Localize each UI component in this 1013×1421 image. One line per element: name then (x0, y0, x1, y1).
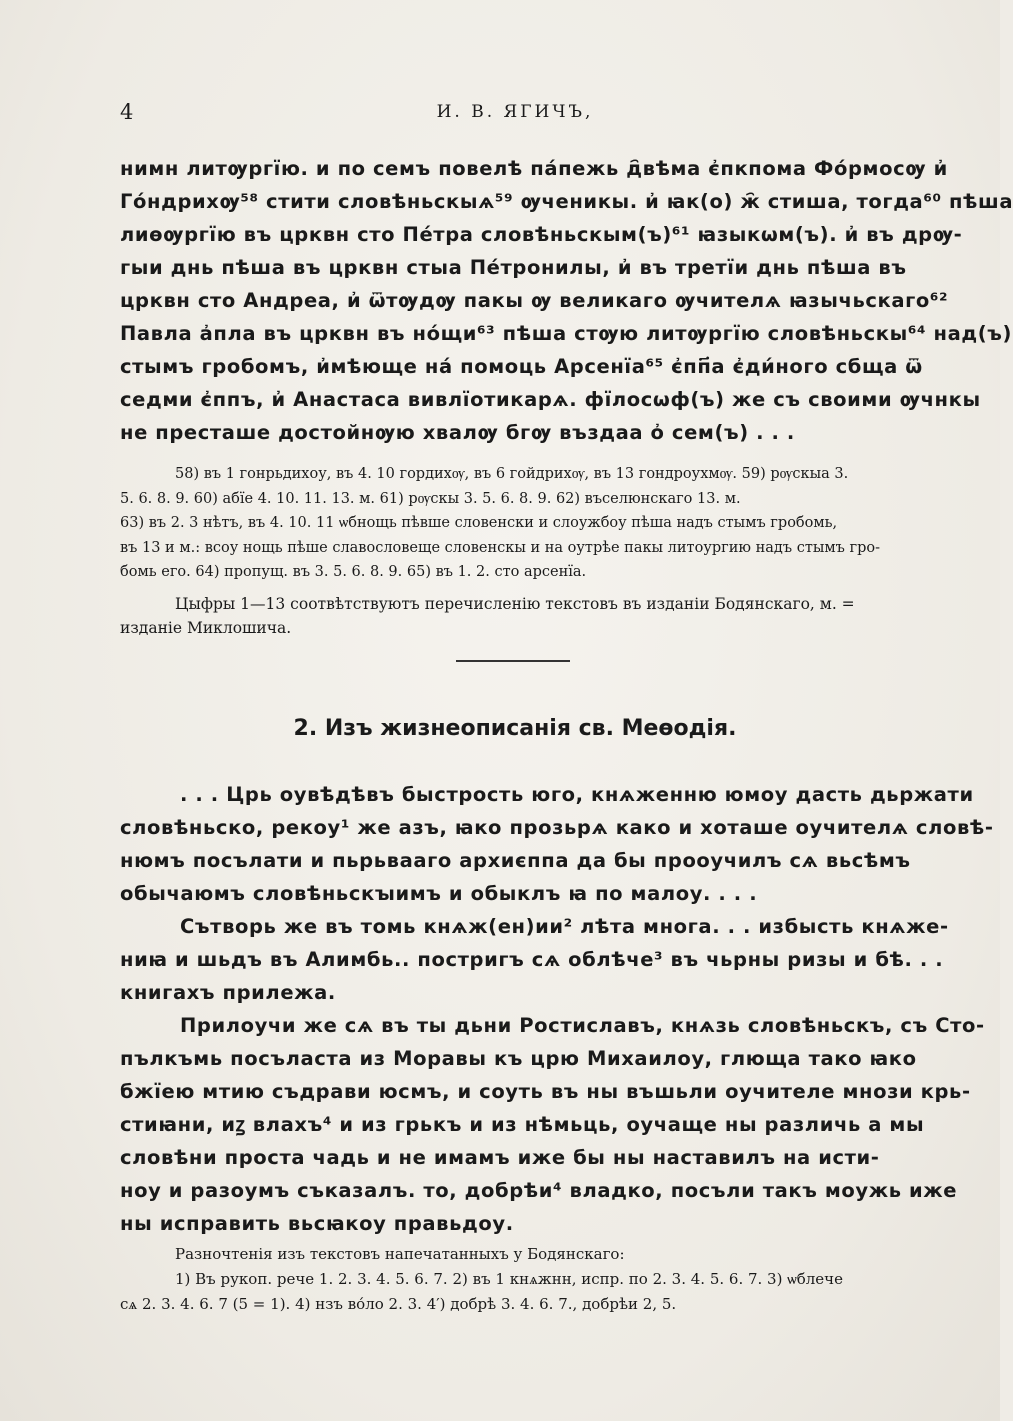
explanation-line: изданіе Миклошича. (120, 619, 292, 637)
text-line: гыи днь пѣша въ црквн стыа Пе́тронилы, и҆ въ третїи днь пѣша въ (120, 256, 907, 279)
text-line: не престаше достойнѹю хвалѹ бгѹ въздаа о҆ сем(ъ) . . . (120, 421, 795, 444)
text-line: црквн сто Андреа, и҆ ѿтѹдѹ пакы ѹ великаго ѹчителѧ ꙗзычьскаго⁶² (120, 289, 949, 312)
text-line: стымъ гробомъ, и҆мѣюще на́ помоць Арсенїа⁶⁵ є҆пп҃а є҆ди́ного сбща ѿ (120, 355, 923, 378)
text-line: нюмъ посълати и пьрьваагo архиєппа да бы прооучилъ сѧ вьсѣмъ (120, 849, 911, 872)
footnote-line: бомь его. 64) пропущ. въ 3. 5. 6. 8. 9. 65) въ 1. 2. сто арсенїа. (120, 564, 587, 580)
text-line: седми є҆ппъ, и҆ Анастаса вивлїотикарѧ. фїлосѡф(ъ) же съ своими ѹчнкы (120, 388, 981, 411)
text-line: ниꙗ и шьдъ въ Алимбь.. постригъ сѧ облѣче³ въ чьрны ризы и бѣ. . . (120, 948, 944, 971)
section-divider (456, 660, 570, 662)
variant-line: 1) Въ рукоп. рече 1. 2. 3. 4. 5. 6. 7. 2) въ 1 кнѧжнн, испр. по 2. 3. 4. 5. 6. 7. 3) ѡблече (175, 1270, 843, 1288)
numbering-explanation (120, 592, 910, 640)
running-head: И. В. ЯГИЧЪ, (436, 102, 594, 122)
text-line: словѣньско, рекоу¹ же азъ, ꙗко прозьрѧ како и хоташе оучителѧ словѣ- (120, 816, 994, 839)
text-line: стиꙗни, иꙁ влахъ⁴ и из грькъ и из нѣмьць, оучаще ны различь а мы (120, 1113, 925, 1136)
footnote-line: 58) въ 1 гонрьдихоу, въ 4. 10 гордихѹ, въ 6 гойдрихѹ, въ 13 гондроухмѹ. 59) рѹскыа 3. (175, 466, 849, 482)
text-line: Го́ндрихѹ⁵⁸ стити словѣньскыѧ⁵⁹ ѹченикы. и҆ ꙗк(о) ж҄ стиша, тогда⁶⁰ пѣша (120, 190, 1013, 213)
text-line: нимн литѹргїю. и по семъ повелѣ па́пежь д҄вѣма є҆пкпома Фо́рмосѹ и҆ (120, 157, 948, 180)
text-line: ноу и разоумъ съказалъ. то, добрѣи⁴ владко, посъли такъ моужь иже (120, 1179, 958, 1202)
text-line: книгахъ прилежа. (120, 981, 336, 1004)
variant-line: Разночтенія изъ текстовъ напечатанныхъ у Бодянскаго: (175, 1245, 625, 1263)
text-line: . . . Црь оувѣдѣвъ быстрость юго, кнѧженню юмоу дасть дьржати (180, 783, 974, 806)
church-slavonic-text-block-2 (120, 778, 994, 1240)
page-number: 4 (120, 100, 134, 124)
text-line: бжїею мтию съдрави юсмъ, и соуть въ ны въшьли оучителе мнози крь- (120, 1080, 971, 1103)
text-line: пълкъмь посъласта из Моравы къ црю Михаилоу, глюща тако ꙗко (120, 1047, 917, 1070)
church-slavonic-text-block-1 (120, 152, 1013, 449)
text-line: Павла а҆пла въ црквн въ но́щи⁶³ пѣша стѹю литѹргїю словѣньскы⁶⁴ над(ъ) (120, 322, 1012, 345)
page-header (120, 100, 910, 130)
text-line: лиѳѹргїю въ црквн сто Пе́тра словѣньскым(ъ)⁶¹ ꙗзыкѡм(ъ). и҆ въ дрѹ- (120, 223, 963, 246)
explanation-line: Цыфры 1—13 соотвѣтствуютъ перечисленію текстовъ въ изданіи Бодянскаго, м. = (175, 595, 855, 613)
text-line: ны исправить вьсꙗкоу правьдоу. (120, 1212, 514, 1235)
text-line: Сътворь же въ томь кнѧж(ен)ии² лѣта многа. . . избысть кнѧже- (180, 915, 949, 938)
footnote-line: 63) въ 2. 3 нѣтъ, въ 4. 10. 11 ѡбнощь пѣвше словенски и слоужбоу пѣша надъ стымъ гробомь, (120, 515, 838, 531)
text-line: словѣни проста чадь и не имамъ иже бы ны наставилъ на исти- (120, 1146, 880, 1169)
footnote-line: въ 13 и м.: всоу нощь пѣше славословеще словенскы и на оутрѣе пакы литоургию надъ стымъ гро- (120, 539, 880, 556)
variant-line: сѧ 2. 3. 4. 6. 7 (5 = 1). 4) нзъ во́ло 2. 3. 4′) добрѣ 3. 4. 6. 7., добрѣи 2, 5. (120, 1295, 677, 1313)
footnote-line: 5. 6. 8. 9. 60) абїе 4. 10. 11. 13. м. 61) рѹскы 3. 5. 6. 8. 9. 62) въселюнскаго 13. м. (120, 490, 741, 507)
section-title: 2. Изъ жизнеописанія св. Меѳодія. (293, 716, 737, 741)
text-line: обычаюмъ словѣньскꙑимъ и обыклъ ꙗ по малоу. . . . (120, 882, 758, 905)
footnotes (120, 462, 910, 585)
variant-readings (120, 1242, 910, 1317)
text-line: Прилоучи же сѧ въ ты дьни Ростиславъ, кнѧзь словѣньскъ, съ Сто- (180, 1014, 985, 1037)
